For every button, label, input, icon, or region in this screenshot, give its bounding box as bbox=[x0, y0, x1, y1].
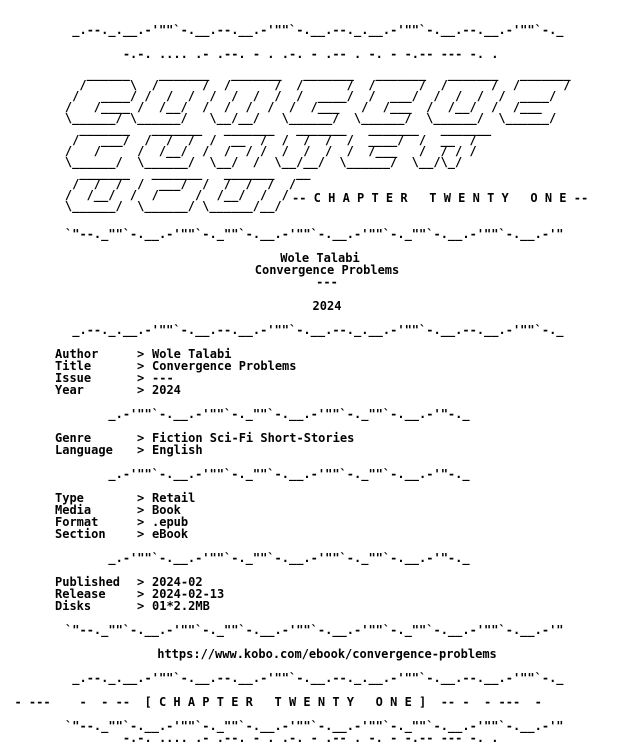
header-title: Convergence Problems bbox=[254, 263, 400, 277]
ascii-logo-line: _______ _______ _______ __ bbox=[36, 166, 311, 180]
info-value: eBook bbox=[152, 527, 189, 541]
info-separator: > bbox=[137, 347, 145, 361]
ascii-logo-line: ______ _______ _______ _______ _______ _______ _______ bbox=[36, 67, 571, 81]
ascii-logo-line: \______/ \______/ \__/ / \__/__/ \______/ \__/\_/ bbox=[36, 155, 463, 169]
info-value: 01*2.2MB bbox=[152, 599, 210, 613]
info-value: 2024 bbox=[152, 383, 181, 397]
info-separator: > bbox=[137, 371, 145, 385]
info-separator: > bbox=[137, 443, 145, 457]
info-separator: > bbox=[137, 383, 145, 397]
ascii-logo-line: / / / / ___/ / / / / / bbox=[36, 177, 297, 191]
bottom-chapter-heading: - --- - - -- [ C H A P T E R T W E N T Y O N E ] -- - - --- - bbox=[0, 695, 542, 709]
info-label: Issue bbox=[55, 371, 92, 385]
info-label: Title bbox=[55, 359, 92, 373]
info-separator: > bbox=[137, 503, 145, 517]
short-divider-art: _.-'""`-.__.-'""`-._""`-.__.-'""`-._""`-.__.-'"-._ bbox=[0, 467, 470, 481]
info-label: Release bbox=[55, 587, 106, 601]
info-label: Language bbox=[55, 443, 113, 457]
header-author: Wole Talabi bbox=[280, 251, 360, 265]
info-separator: > bbox=[137, 359, 145, 373]
divider-art-2: `"--._""`-.__.-'""`-._""`-.__.-'""`-.__.-'""`-._""`-.__.-'""`-.__.-'" bbox=[0, 623, 564, 637]
ascii-logo-line: \______/ \______/ \______/__/ bbox=[36, 199, 282, 213]
top-border-art-3: _.--._.__.-'""`-.__.--.__.-'""`-.__.--._.__.-'""`-.__.--.__.-'""`-._ bbox=[0, 671, 564, 685]
info-label: Published bbox=[55, 575, 121, 589]
info-label: Section bbox=[55, 527, 106, 541]
ascii-logo-line: / ____/ / / / / / / / / ____/ / ___/ / / / / ____/ bbox=[36, 89, 564, 103]
info-value: Retail bbox=[152, 491, 196, 505]
info-label: Year bbox=[55, 383, 84, 397]
header-rule: --- bbox=[316, 275, 338, 289]
info-separator: > bbox=[137, 587, 145, 601]
top-border-art-2: _.--._.__.-'""`-.__.--.__.-'""`-.__.--._.__.-'""`-.__.--.__.-'""`-._ bbox=[0, 323, 564, 337]
info-value: --- bbox=[152, 371, 174, 385]
info-separator: > bbox=[137, 515, 145, 529]
header-year: 2024 bbox=[312, 299, 342, 313]
ascii-logo-line: / /____ / /__/ / / / / / /___ / /___ / /__/ / /___ bbox=[36, 100, 564, 114]
source-url: https://www.kobo.com/ebook/convergence-problems bbox=[157, 647, 497, 661]
info-label: Author bbox=[55, 347, 99, 361]
info-value: .epub bbox=[152, 515, 189, 529]
info-value: English bbox=[152, 443, 203, 457]
info-value: Convergence Problems bbox=[152, 359, 297, 373]
info-label: Type bbox=[55, 491, 84, 505]
ascii-logo-line: \______/ \______/ \__/__/ \______/ \______/ \______/ \______/ bbox=[36, 111, 571, 125]
morse-dots-line: -.-. .... .- .--. - . .-. - .-- . -. - -.-- --- -. . bbox=[0, 47, 499, 61]
ascii-logo-line: / \ / / / / / / / / / / / / bbox=[36, 78, 571, 92]
top-border-art: _.--._.__.-'""`-.__.--.__.-'""`-.__.--._.__.-'""`-.__.--.__.-'""`-._ bbox=[0, 23, 564, 37]
info-value: 2024-02-13 bbox=[152, 587, 225, 601]
info-value: Fiction Sci-Fi Short-Stories bbox=[152, 431, 355, 445]
chapter-heading: -- C H A P T E R T W E N T Y O N E -- bbox=[292, 191, 589, 205]
ascii-logo-line: / /__/ / / / /__/ / / bbox=[36, 188, 289, 202]
info-separator: > bbox=[137, 527, 145, 541]
info-value: Book bbox=[152, 503, 181, 517]
divider-art-3: `"--._""`-.__.-'""`-._""`-.__.-'""`-.__.-'""`-._""`-.__.-'""`-.__.-'" bbox=[0, 719, 564, 733]
info-value: 2024-02 bbox=[152, 575, 203, 589]
info-label: Disks bbox=[55, 599, 92, 613]
short-divider-art: _.-'""`-.__.-'""`-._""`-.__.-'""`-._""`-.__.-'"-._ bbox=[0, 407, 470, 421]
info-value: Wole Talabi bbox=[152, 347, 232, 361]
ascii-logo-line: _______ _______ _______ _______ _______ _______ bbox=[36, 122, 492, 136]
info-separator: > bbox=[137, 431, 145, 445]
info-label: Format bbox=[55, 515, 99, 529]
divider-art: `"--._""`-.__.-'""`-._""`-.__.-'""`-.__.-'""`-._""`-.__.-'""`-.__.-'" bbox=[0, 227, 564, 241]
ascii-logo-line: / ___/ / / / / __ / / / / / ____/ / __ / bbox=[36, 133, 477, 147]
info-separator: > bbox=[137, 575, 145, 589]
info-separator: > bbox=[137, 599, 145, 613]
short-divider-art: _.-'""`-.__.-'""`-._""`-.__.-'""`-._""`-.__.-'"-._ bbox=[0, 551, 470, 565]
info-label: Genre bbox=[55, 431, 92, 445]
morse-dots-line-2: -.-. .... .- .--. - . .-. - .-- . -. - -.-- --- -. . bbox=[0, 731, 499, 745]
info-label: Media bbox=[55, 503, 92, 517]
ascii-logo-line: / / / /__/ / / / / / / / / /___ / / / / bbox=[36, 144, 477, 158]
info-separator: > bbox=[137, 491, 145, 505]
